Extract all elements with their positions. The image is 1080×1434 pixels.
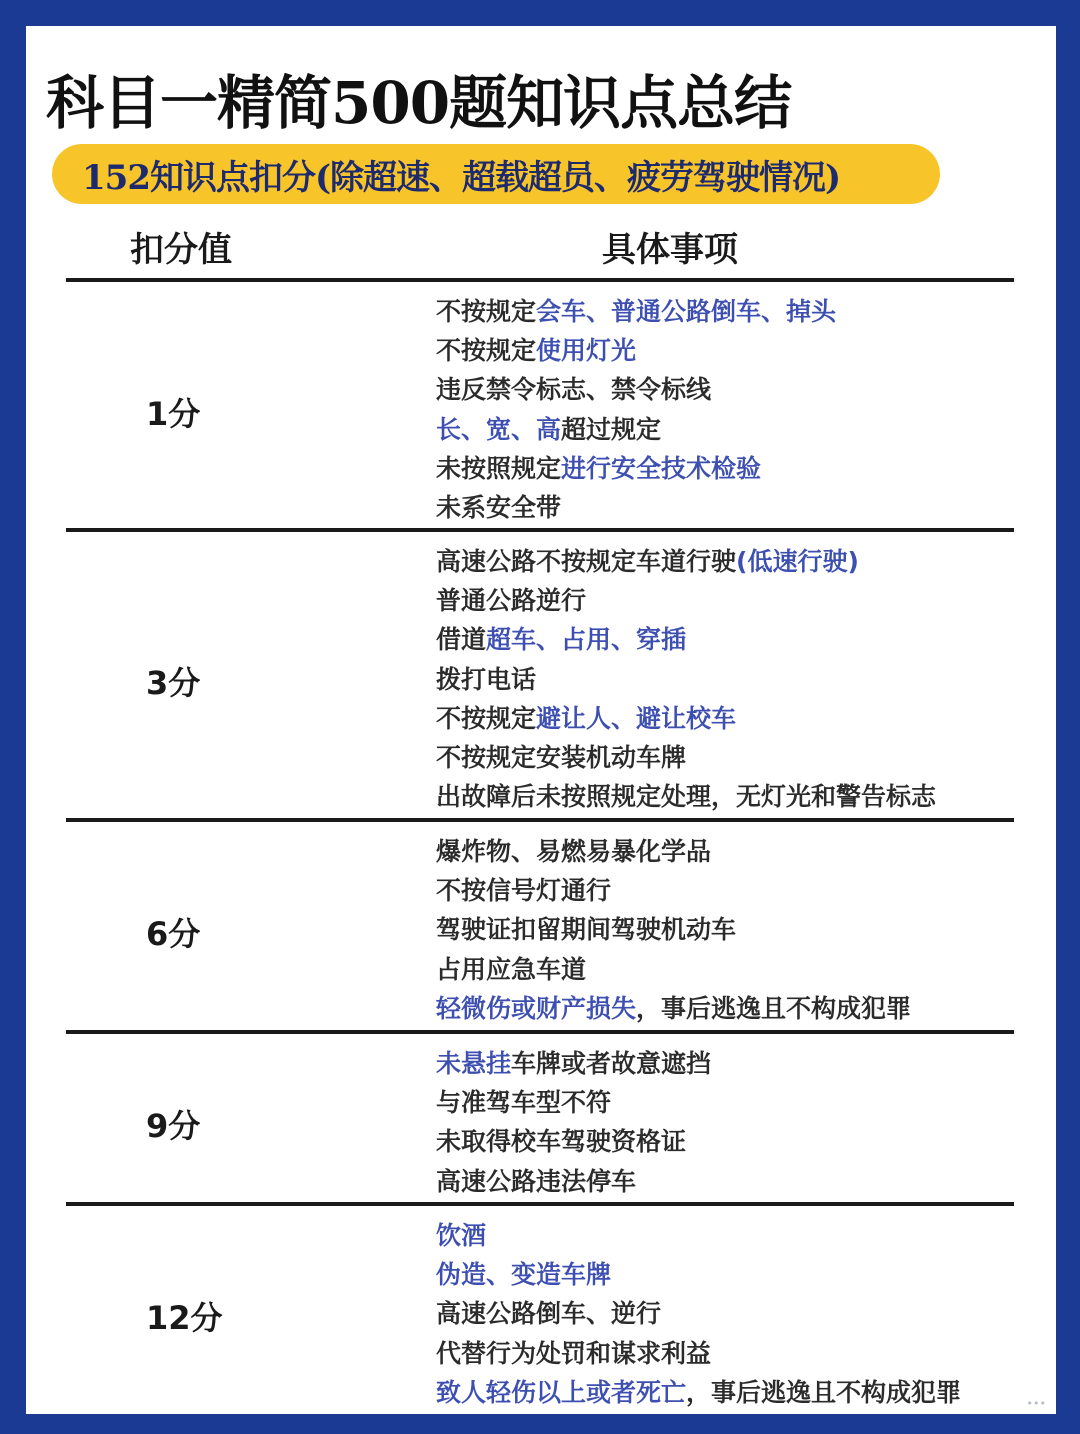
list-item	[436, 370, 836, 409]
item-text: 高速公路违法停车	[436, 1166, 637, 1196]
score-value: 6分	[146, 915, 201, 953]
list-item	[436, 331, 836, 370]
score-value: 9分	[146, 1107, 201, 1146]
page-title: 科目一精简500题知识点总结	[46, 69, 792, 137]
list-item	[436, 292, 836, 331]
item-text: 普通公路逆行	[436, 586, 587, 616]
score-group	[66, 1034, 1014, 1206]
list-item	[436, 410, 836, 449]
page	[26, 26, 1056, 1414]
score-group	[66, 532, 1014, 822]
item-text: 不按信号灯通行	[436, 876, 612, 906]
highlighted-text: 进行安全技术检验	[561, 453, 762, 483]
list-item	[436, 660, 936, 699]
item-text: ，事后逃逸且不构成犯罪	[636, 993, 912, 1023]
list-item	[436, 1122, 711, 1161]
item-text: 高速公路不按规定车道行驶	[436, 547, 737, 576]
item-text: 爆炸物、易燃易暴化学品	[436, 837, 712, 866]
item-text: 拨打电话	[436, 664, 537, 694]
score-value: 12分	[146, 1299, 223, 1337]
score-group	[66, 822, 1014, 1034]
list-item	[436, 1255, 961, 1294]
item-list	[436, 1216, 961, 1412]
list-item	[436, 738, 936, 777]
list-item	[436, 1373, 961, 1412]
highlighted-text: 未悬挂	[436, 1049, 512, 1078]
list-item	[436, 950, 911, 989]
item-text: 不按规定	[436, 297, 537, 326]
item-text: 高速公路倒车、逆行	[436, 1299, 662, 1329]
subtitle-banner	[52, 144, 940, 204]
item-text: 占用应急车道	[436, 954, 587, 984]
list-item	[436, 910, 911, 949]
list-item	[436, 1083, 711, 1122]
item-text: 出故障后未按照规定处理，无灯光和警告标志	[436, 782, 937, 812]
highlighted-text: 长、宽、高	[436, 414, 562, 444]
item-text: 与准驾车型不符	[436, 1088, 612, 1118]
list-item	[436, 699, 936, 738]
item-list	[436, 1044, 711, 1201]
list-item	[436, 1294, 961, 1333]
highlighted-text: 轻微伤或财产损失	[436, 993, 637, 1023]
list-item	[436, 488, 836, 527]
item-text: ，事后逃逸且不构成犯罪	[686, 1377, 962, 1407]
item-text: 不按规定	[436, 703, 537, 733]
item-text: 违反禁令标志、禁令标线	[436, 375, 712, 405]
highlighted-text: 超车、占用、穿插	[486, 625, 687, 655]
list-item	[436, 871, 911, 910]
item-text: 驾驶证扣留期间驾驶机动车	[436, 915, 737, 945]
item-text: 车牌或者故意遮挡	[511, 1049, 712, 1078]
item-list	[436, 832, 911, 1028]
column-header-score: 扣分值	[130, 230, 232, 270]
watermark: •••	[1026, 1397, 1046, 1410]
highlighted-text: 致人轻伤以上或者死亡	[436, 1377, 687, 1407]
list-item	[436, 989, 911, 1028]
item-text: 未取得校车驾驶资格证	[436, 1127, 687, 1157]
item-text: 未系安全带	[436, 492, 562, 522]
item-text: 借道	[436, 625, 487, 655]
item-list	[436, 542, 936, 816]
list-item	[436, 1334, 961, 1373]
list-item	[436, 620, 936, 659]
list-item	[436, 1216, 961, 1255]
highlighted-text: (低速行驶)	[736, 547, 859, 576]
highlighted-text: 避让人、避让校车	[536, 703, 737, 733]
subtitle-text: 152知识点扣分(除超速、超载超员、疲劳驾驶情况)	[82, 157, 841, 198]
item-text: 不按规定	[436, 336, 537, 366]
highlighted-text: 会车、普通公路倒车、掉头	[536, 297, 837, 326]
highlighted-text: 使用灯光	[536, 336, 637, 366]
highlighted-text: 饮酒	[436, 1221, 487, 1250]
list-item	[436, 832, 911, 871]
score-value: 3分	[146, 664, 201, 703]
highlighted-text: 伪造、变造车牌	[436, 1260, 612, 1290]
item-text: 代替行为处罚和谋求利益	[436, 1338, 712, 1368]
list-item	[436, 777, 936, 816]
list-item	[436, 542, 936, 581]
list-item	[436, 449, 836, 488]
item-text: 不按规定安装机动车牌	[436, 742, 687, 772]
list-item	[436, 1044, 711, 1083]
list-item	[436, 1162, 711, 1201]
score-group	[66, 1206, 1014, 1414]
list-item	[436, 581, 936, 620]
score-value: 1分	[146, 394, 201, 433]
item-text: 未按照规定	[436, 453, 562, 483]
item-list	[436, 292, 836, 527]
column-header-items: 具体事项	[602, 230, 738, 270]
score-group	[66, 282, 1014, 532]
item-text: 超过规定	[561, 414, 662, 444]
